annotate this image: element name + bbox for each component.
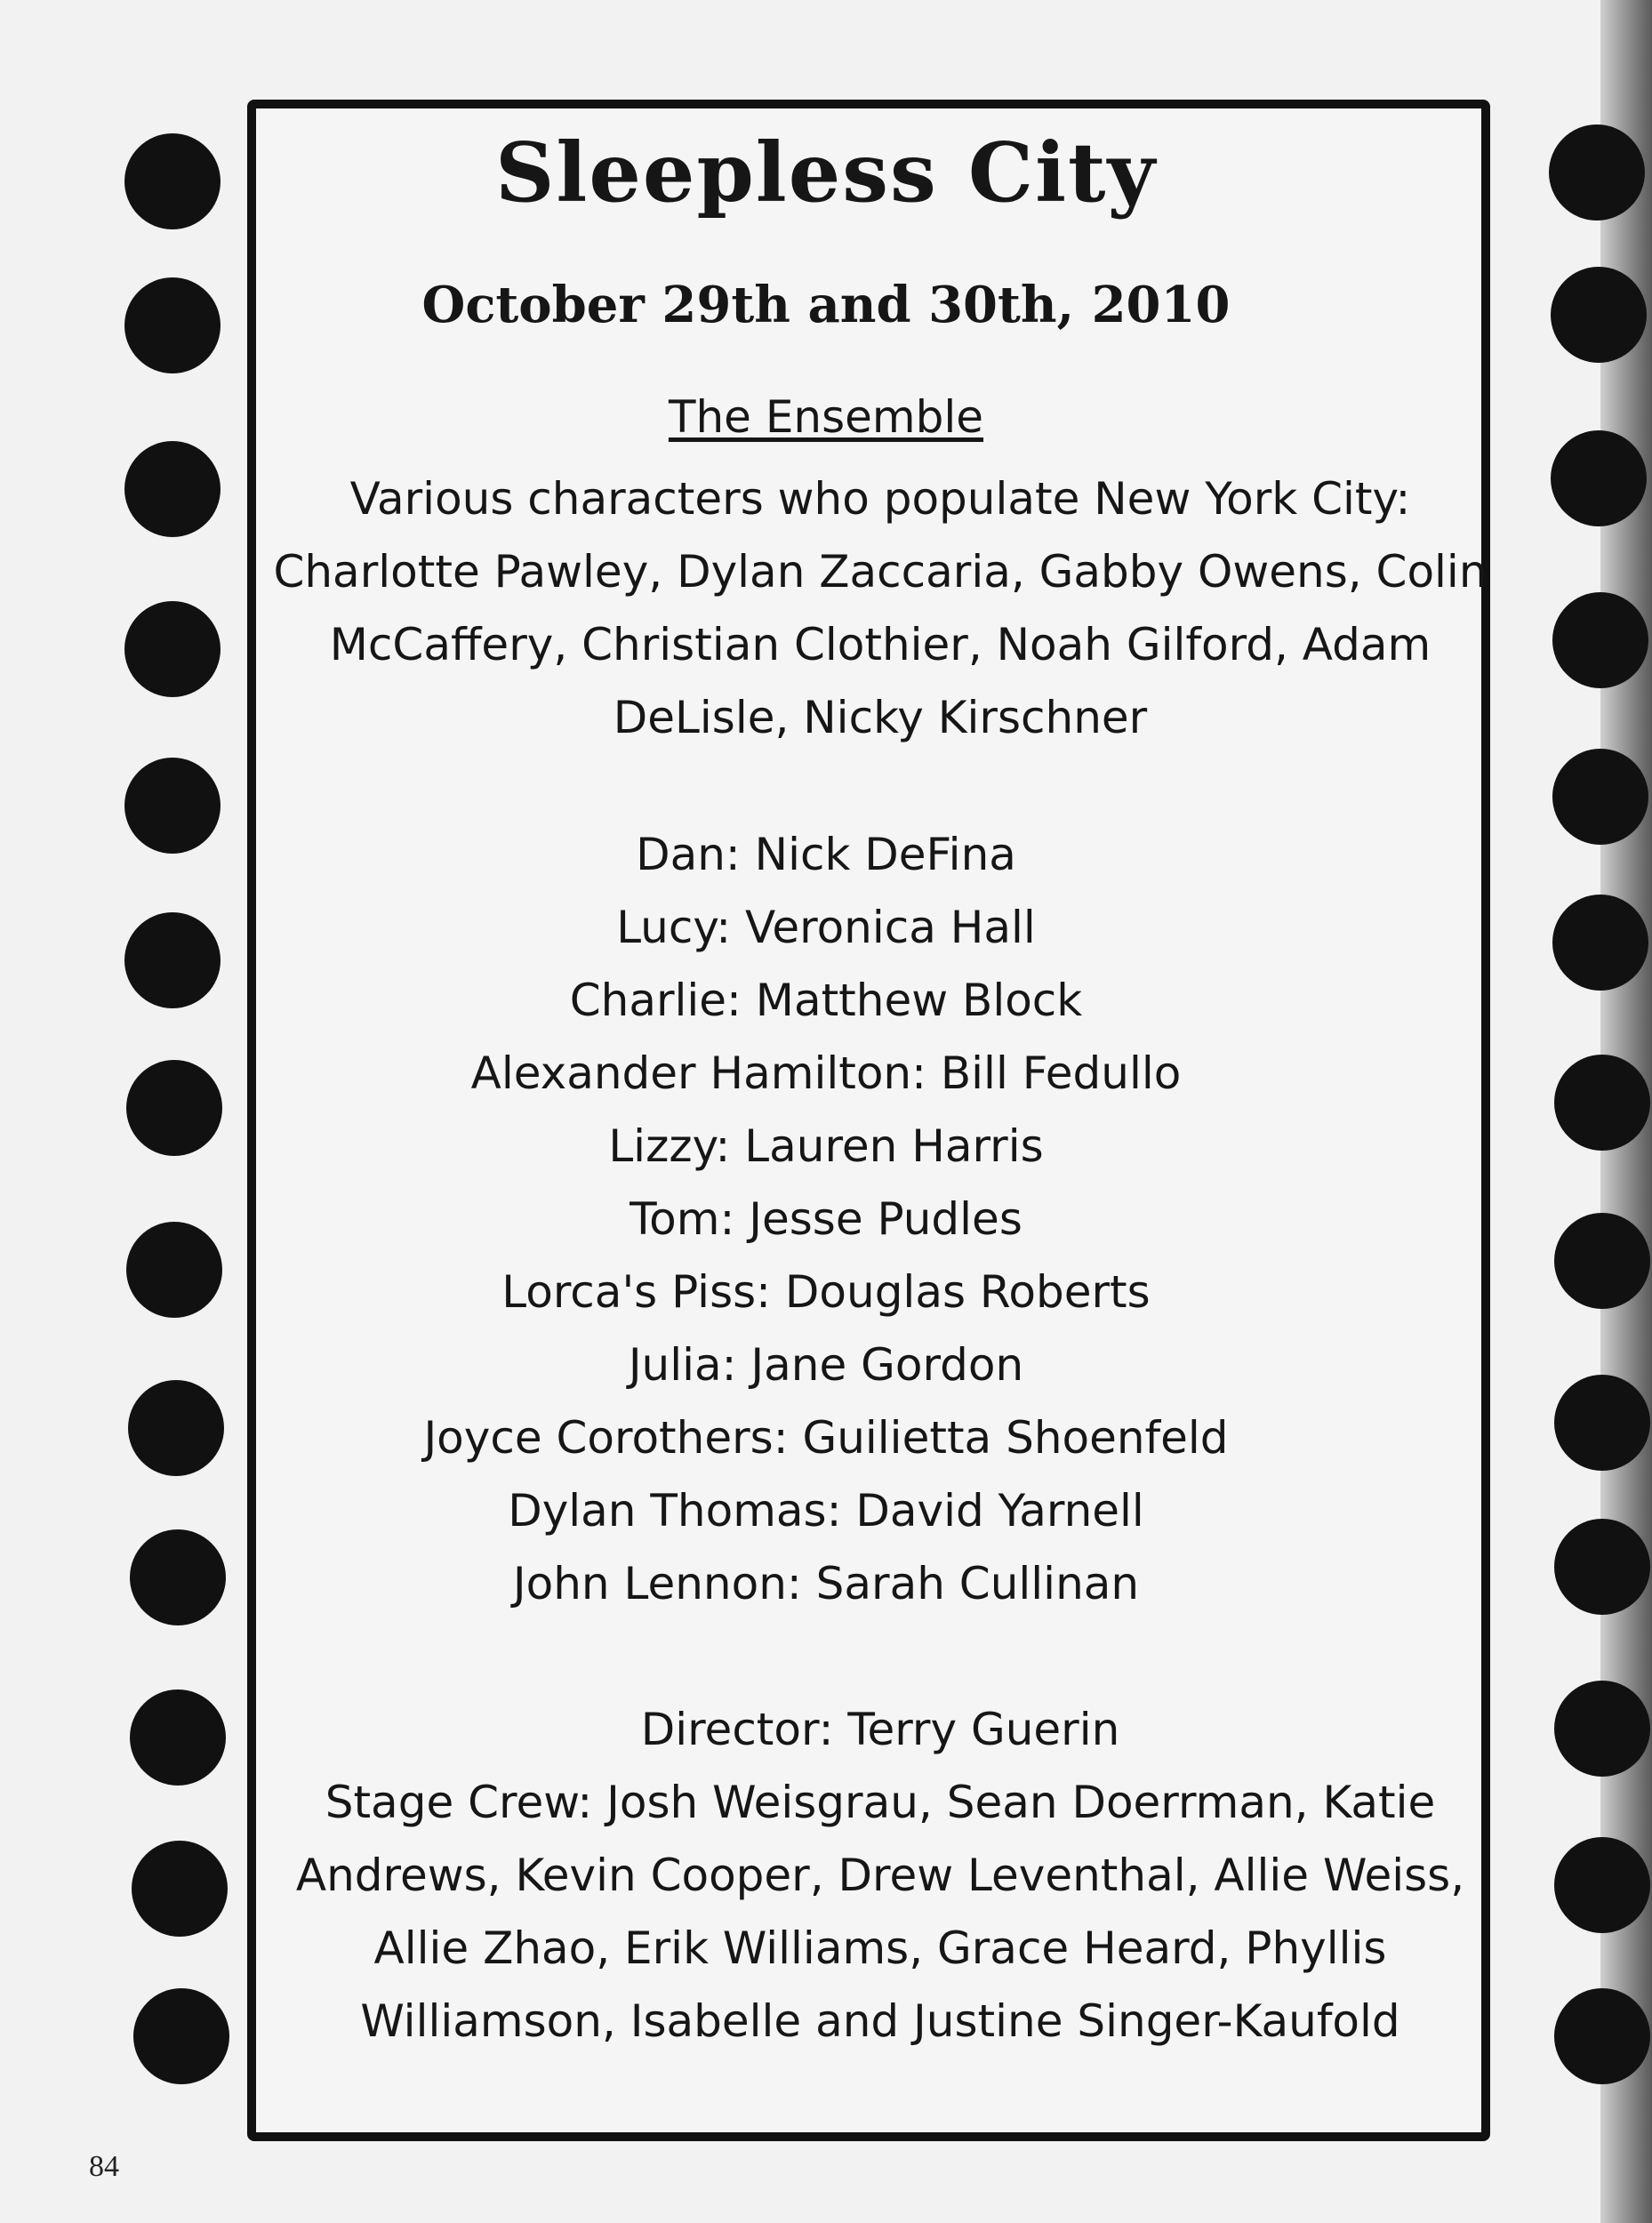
stage-crew-credit: Stage Crew: Josh Weisgrau, Sean Doerrman, Katie Andrews, Kevin Cooper, Drew Leventhal, Allie Weiss, Allie Zhao, Erik Williams, Grace Heard, Phyllis Williamson, Isabelle and Justine Singer-Kaufold	[295, 1777, 1465, 2047]
cast-list	[0, 818, 1652, 1620]
ensemble-members: Charlotte Pawley, Dylan Zaccaria, Gabby Owens, Colin McCaffery, Christian Clothier, Noah Gilford, Adam DeLisle, Nicky Kirschner	[273, 546, 1488, 743]
decorative-dot	[1552, 592, 1648, 688]
cast-entry: Charlie: Matthew Block	[569, 975, 1083, 1026]
cast-entry: Tom: Jesse Pudles	[630, 1193, 1022, 1245]
decorative-dot	[1554, 1681, 1650, 1777]
cast-entry: Dylan Thomas: David Yarnell	[508, 1485, 1144, 1537]
cast-entry: Julia: Jane Gordon	[628, 1339, 1024, 1391]
decorative-dot	[130, 1689, 226, 1786]
decorative-dot	[132, 1841, 228, 1937]
cast-entry: Lorca's Piss: Douglas Roberts	[501, 1266, 1151, 1318]
cast-entry: Dan: Nick DeFina	[636, 829, 1016, 880]
decorative-dot	[133, 1988, 229, 2084]
ensemble-heading: The Ensemble	[668, 391, 984, 443]
decorative-dot	[1551, 430, 1647, 526]
decorative-dot	[1554, 1837, 1650, 1933]
performance-dates: October 29th and 30th, 2010	[421, 276, 1231, 334]
cast-entry: Lizzy: Lauren Harris	[608, 1120, 1044, 1172]
cast-entry: Alexander Hamilton: Bill Fedullo	[470, 1047, 1182, 1099]
decorative-dot	[1554, 1988, 1650, 2084]
cast-entry: John Lennon: Sarah Cullinan	[512, 1558, 1140, 1609]
crew-block	[285, 1693, 1476, 2058]
page-number: 84	[89, 2150, 119, 2183]
ensemble-block	[267, 462, 1494, 754]
decorative-dot	[124, 441, 221, 537]
ensemble-description: Various characters who populate New York City:	[349, 473, 1411, 525]
decorative-dot	[124, 601, 221, 697]
cast-entry: Lucy: Veronica Hall	[616, 902, 1036, 953]
director-credit: Director: Terry Guerin	[640, 1704, 1120, 1755]
page-title: Sleepless City	[494, 124, 1157, 221]
cast-entry: Joyce Corothers: Guilietta Shoenfeld	[423, 1412, 1229, 1464]
